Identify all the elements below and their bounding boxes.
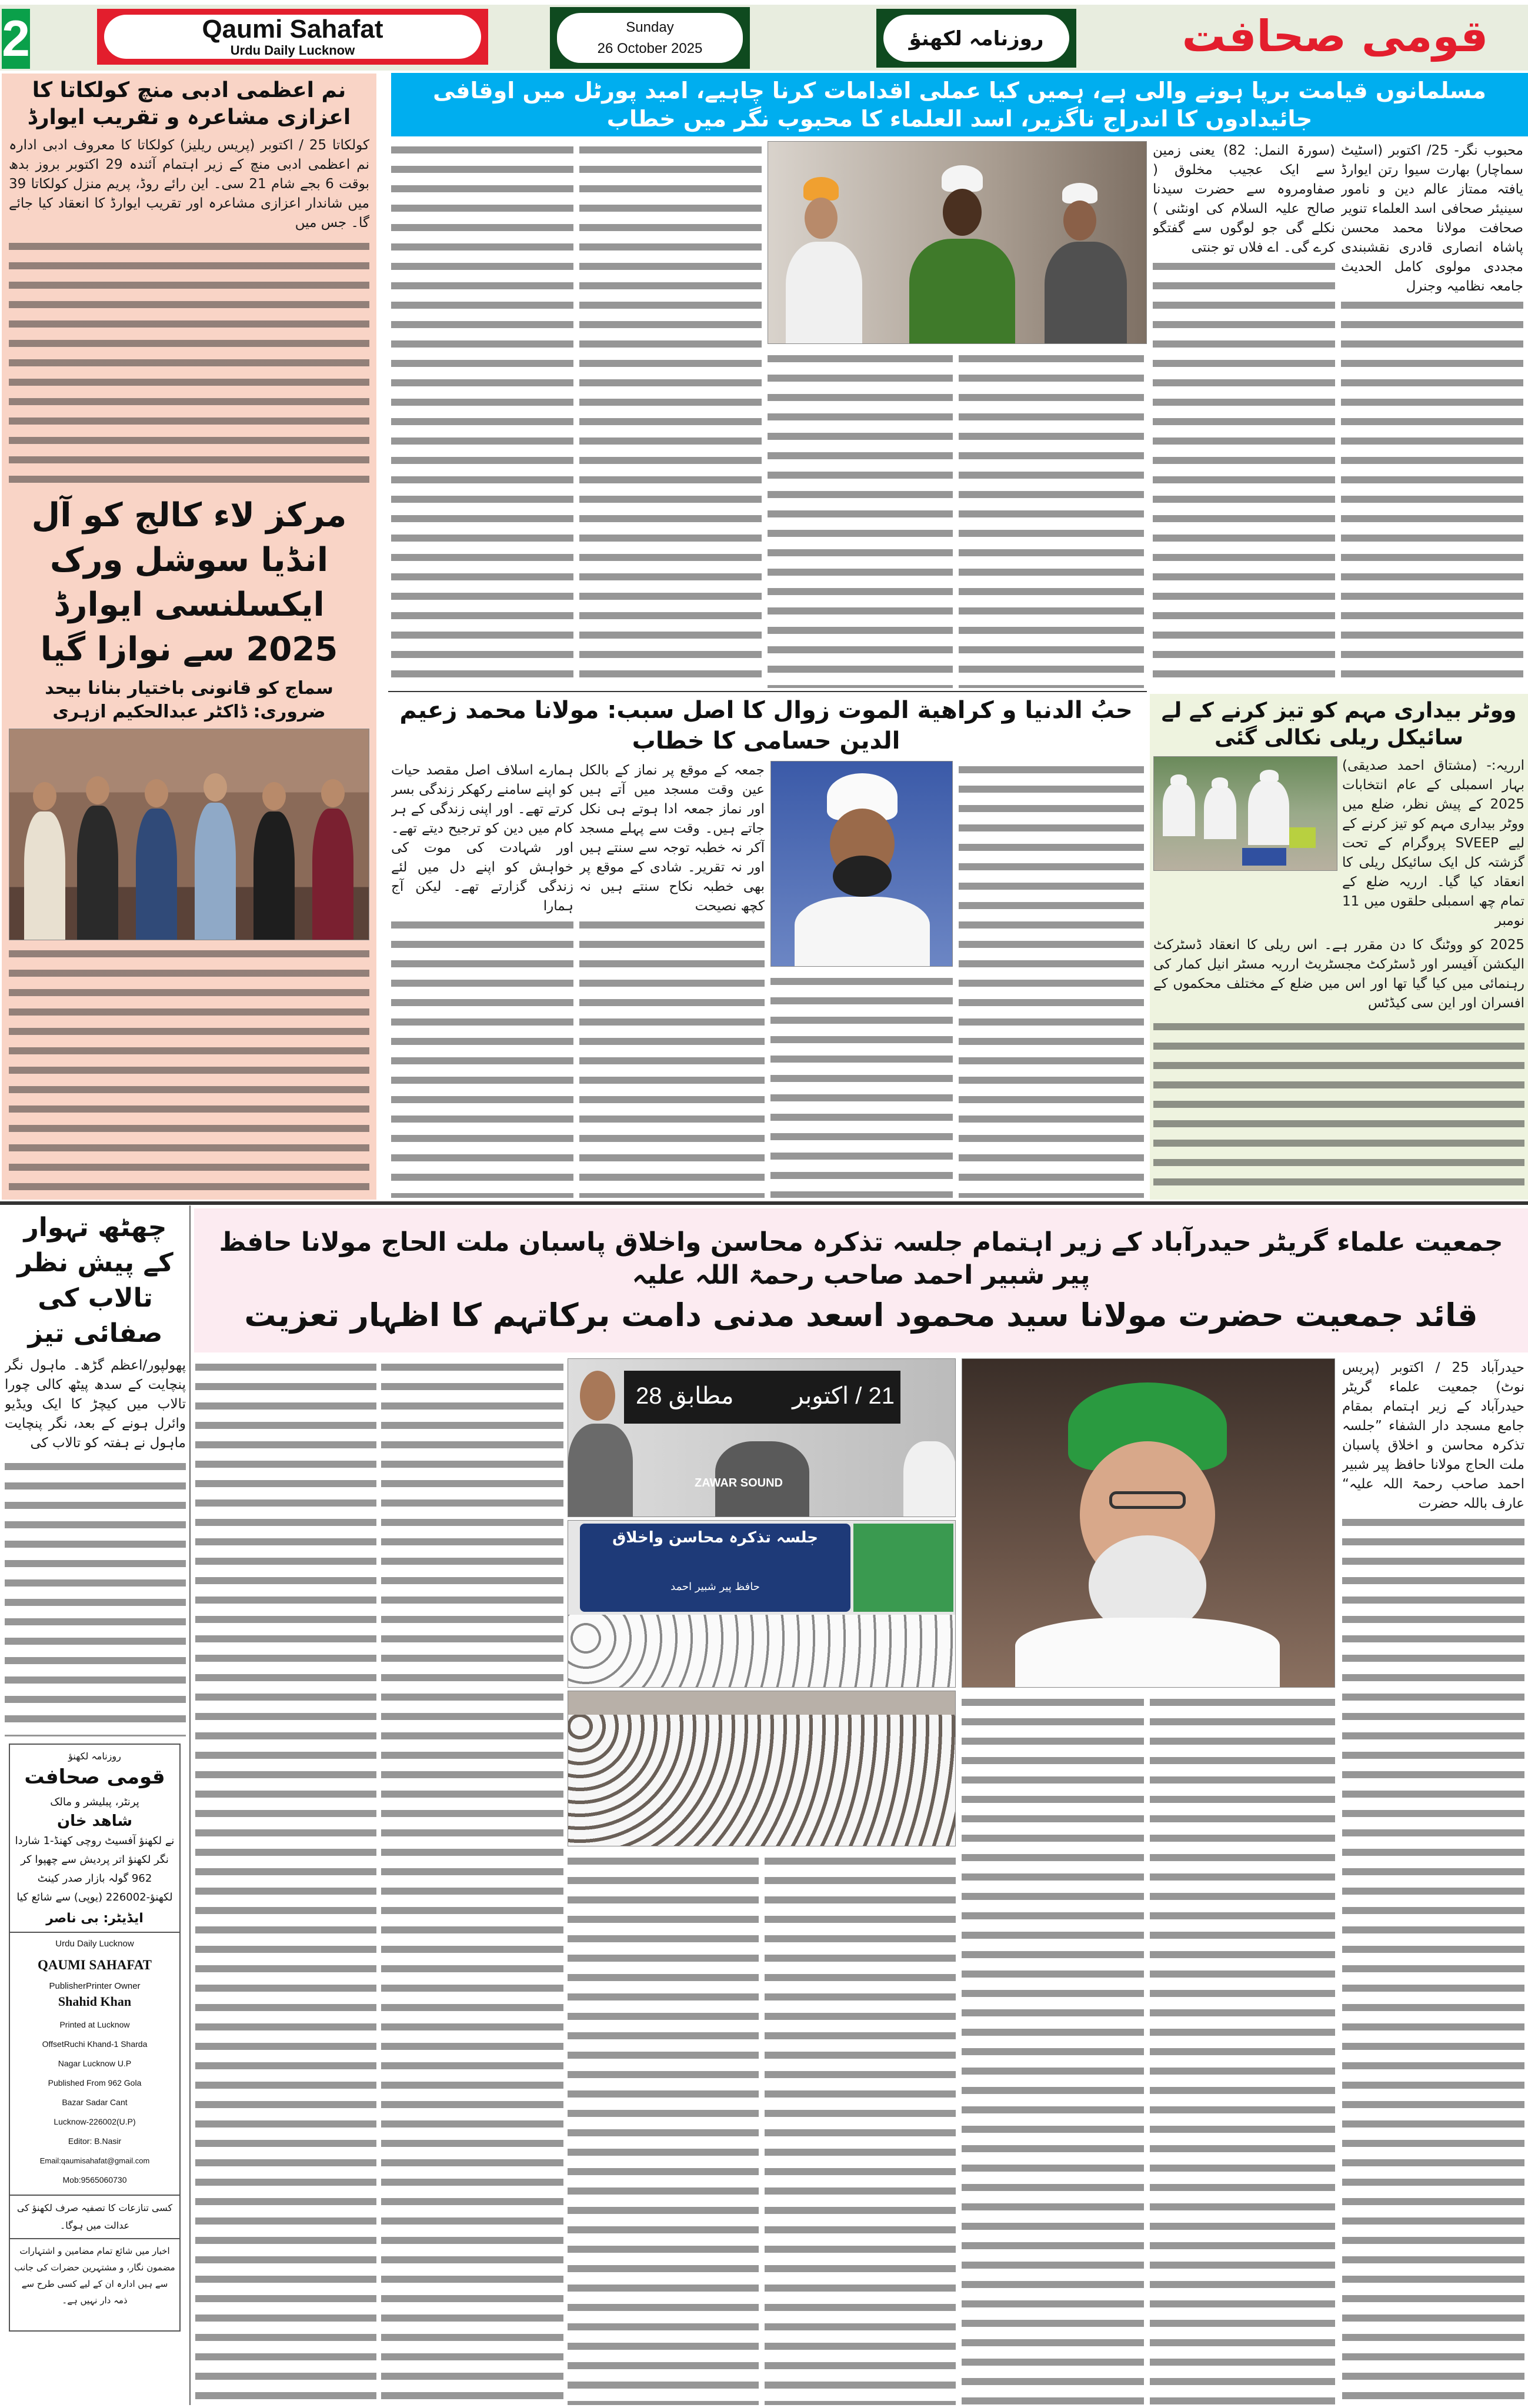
chhath-story <box>5 1210 186 1736</box>
issue-date: 26 October 2025 <box>597 40 703 56</box>
award-subheadline: سماج کو قانونی باختیار بنانا بیحد ضروری: ڈاکٹر عبدالحکیم ازہری <box>45 678 333 722</box>
lead-body-col-3 <box>959 350 1144 688</box>
jamiat-headline-band <box>194 1208 1528 1352</box>
hubb-body-col-4 <box>391 761 573 1198</box>
hubb-story <box>388 695 1144 1198</box>
lead-body-col-6 <box>391 141 573 688</box>
hubb-text-2: جمعہ کے موقع پر نماز کے بالکل عین وقت مسجد میں آتے ہیں اور نماز جمعہ ادا ہوتے ہی نکل جاتے ہیں۔ وقت سے پہلے مسجد آکر نہ خطبہ توجہ سے سنتے ہیں اور نہ تقریر۔ شادی کے موقع پر بھی خطبہ نکاح سنتے ہیں نہ کچھ نصیحت <box>579 763 765 914</box>
imprint-box <box>9 1744 181 2332</box>
jamiat-body-col-3 <box>962 1694 1144 2405</box>
photo-banner-text: 28 مطابق <box>636 1383 734 1409</box>
imprint-en-owner: Shahid Khan <box>58 1994 132 2009</box>
left-feature-panel <box>2 74 376 1200</box>
imprint-en-line: Bazar Sadar Cant <box>62 2098 128 2107</box>
chhath-headline: چھٹھ تہوار کے پیش نظر تالاب کی صفائی تیز <box>17 1213 174 1348</box>
imprint-urdu-owner: شاھد خان <box>56 1812 133 1830</box>
award-headline: مرکز لاء کالج کو آل انڈیا سوشل ورک ایکسلنسی ایوارڈ 2025 سے نوازا گیا <box>31 496 347 669</box>
english-title: Qaumi Sahafat <box>202 14 383 44</box>
maulana-portrait <box>770 761 953 967</box>
imprint-en-line: Lucknow-226002(U.P) <box>54 2117 136 2126</box>
banner-name: حافظ پیر شبیر احمد <box>670 1581 760 1593</box>
page-number: 2 <box>2 9 30 69</box>
voter-body-bottom <box>1153 1018 1524 1196</box>
imprint-en-role: PublisherPrinter Owner <box>49 1981 141 1991</box>
section-divider <box>0 1201 1528 1205</box>
award-body <box>9 945 369 1196</box>
chhath-body <box>5 1458 186 1736</box>
lead-body-col-4 <box>768 350 953 688</box>
lead-headline: مسلمانوں قیامت برپا ہونے والی ہے، ہمیں کیا عملی اقدامات کرنا چاہیے، امید پورٹل میں اوقافی جائیدادوں کا اندراج ناگزیر، اسد العلماء کا محبوب نگر میں خطاب <box>391 73 1528 136</box>
voter-panel <box>1150 694 1528 1200</box>
jamiat-body-col-5 <box>568 1852 759 2405</box>
lead-photo-scholars <box>768 141 1147 344</box>
chhath-text: پھولپور/اعظم گڑھ۔ ماہول نگر پنچایت کے سدھ پیٹھ کالی چورا تالاب میں کیچڑ کا ایک ویڈیو وائرل ہونے کے بعد، نگر پنچایت ماہول نے ہفتہ کو تالاب کی <box>5 1358 186 1451</box>
mic-label: ZAWAR SOUND <box>695 1477 783 1489</box>
imprint-urdu-title: قومی صحافت <box>24 1765 165 1789</box>
voter-text-top: ارریہ:- (مشتاق احمد صدیقی) بہار اسمبلی کے عام انتخابات 2025 کے پیش نظر، ضلع میں ووٹر بیداری مہم کو تیز کرنے کے لیے SVEEP پروگرام کے تحت گزشتہ کل ایک سائیکل ریلی کا انعقاد کیا گیا۔ ارریہ ضلع کے تمام چھ اسمبلی حلقوں میں 11 نومبر <box>1342 758 1524 929</box>
jamiat-body-col-4 <box>765 1852 956 2405</box>
jamiat-text: حیدرآباد 25 / اکتوبر (پریس نوٹ) جمعیت علماء گریٹر حیدرآباد کے زیر اہتمام بمقام جامع مسجد دار الشفاء ”جلسہ تذکرہ محاسن و اخلاق پاسبان ملت الحاج مولانا حافظ پیر شبیر احمد صاحب رحمۃ اللہ علیہ“ عارف باللہ حضرت <box>1342 1360 1524 1511</box>
imprint-urdu-editor: ایڈیٹر: بی ناصر <box>46 1911 144 1926</box>
english-title-box <box>97 9 488 65</box>
voter-text-bottom: 2025 کو ووٹنگ کا دن مقرر ہے۔ اس ریلی کا انعقاد ڈسٹرکٹ الیکشن آفیسر اور ڈسٹرکٹ مجسٹریٹ ارریہ مسٹر انیل کمار کی رہنمائی میں کیا گیا تھا اور اس میں ضلع کے مختلف محکموں کے افسران اور این سی کیڈٹس <box>1153 937 1524 1011</box>
jamiat-body-col-6 <box>381 1358 563 2405</box>
imprint-en-line: OffsetRuchi Khand-1 Sharda <box>42 2039 148 2049</box>
imprint-mobile: Mob:9565060730 <box>62 2175 127 2185</box>
jamiat-body-col-7 <box>195 1358 376 2405</box>
imprint-jurisdiction: کسی تنازعات کا تصفیہ صرف لکھنؤ کی عدالت میں ہوگا۔ <box>10 2196 179 2239</box>
imprint-en-line: Published From 962 Gola <box>48 2078 142 2088</box>
imprint-en-title: QAUMI SAHAFAT <box>37 1958 152 1972</box>
jamiat-headline-line-1: جمعیت علماء گریٹر حیدرآباد کے زیر اہتمام جلسہ تذکرہ محاسن واخلاق پاسبان ملت الحاج مولانا حافظ پیر شبیر احمد صاحب رحمۃ اللہ علیہ <box>219 1227 1503 1290</box>
imprint-email[interactable]: Email:qaumisahafat@gmail.com <box>39 2156 150 2165</box>
roznama-label: روزنامہ لکھنؤ <box>909 26 1044 51</box>
imprint-roznama: روزنامہ لکھنؤ <box>68 1751 121 1762</box>
imprint-en-label: Urdu Daily Lucknow <box>55 1939 134 1949</box>
nam-azmi-headline: نم اعظمی ادبی منچ کولکاتا کا اعزازی مشاعرہ و تقریب ایوارڈ <box>27 78 351 129</box>
speaker-photo <box>568 1358 956 1517</box>
imprint-en-line: Editor: B.Nasir <box>68 2136 122 2146</box>
hubb-body-col-2 <box>770 973 953 1198</box>
imprint-en-line: Nagar Lucknow U.P <box>58 2059 132 2068</box>
hubb-body-col-3 <box>579 761 765 1198</box>
imprint-disclaimer: اخبار میں شائع تمام مضامین و اشتہارات مضمون نگار، و مشتہرین حضرات کی جانب سے ہیں ادارہ ان کے لیے کسی طرح سے ذمہ دار نہیں ہے۔ <box>14 2246 175 2306</box>
date-box <box>550 7 750 69</box>
lead-body-col-5 <box>579 141 762 688</box>
gathering-photo <box>568 1691 956 1846</box>
lead-body-col-2 <box>1153 141 1335 688</box>
banner-title: جلسہ تذکرہ محاسن واخلاق <box>612 1529 818 1547</box>
jamiat-body-col-1 <box>1342 1358 1524 2405</box>
lead-text-1: محبوب نگر- 25/ اکتوبر (اسٹیٹ سماچار) بھارت سیوا رتن ایوارڈ یافتہ ممتاز عالم دین و نامور سینیئر صحافی اسد العلماء تنویر صحافت مولانا محمد محسن پاشاہ انصاری قادری نقشبندی مجددی مولوی کامل الحدیث جامعہ نظامیہ وجنرل <box>1341 143 1523 294</box>
hubb-columns <box>388 761 1144 1198</box>
nam-azmi-text: کولکاتا 25 / اکتوبر (پریس ریلیز) کولکاتا کا معروف ادبی ادارہ نم اعظمی ادبی منچ کے زیر اہتمام آئندہ 29 اکتوبر بروز بدھ بوقت 6 بجے شام 21 سی۔ این رائے روڈ، پریم منزل کولکاتا 39 میں شاندار اعزازی مشاعرہ اور تقریب ایوارڈ کا انعقاد کیا جائے گا۔ جس میں <box>9 138 369 231</box>
imprint-urdu-address: نے لکھنؤ آفسیٹ روچی کھنڈ-1 شاردا نگر لکھنؤ اتر پردیش سے چھپوا کر 962 گولہ بازار صدر کینٹ لکھنؤ-226002 (یوپی) سے شائع کیا <box>15 1835 175 1903</box>
cycle-rally-photo <box>1153 756 1337 871</box>
hubb-headline: حبُ الدنیا و کراھیة الموت زوال کا اصل سبب: مولانا محمد زعیم الدین حسامی کا خطاب <box>399 697 1133 754</box>
photo-banner-text: 21 / اکتوبر <box>792 1383 895 1409</box>
divider <box>388 691 1147 692</box>
jalsa-banner-photo <box>568 1520 956 1688</box>
late-hafiz-portrait <box>962 1358 1335 1688</box>
voter-headline: ووٹر بیداری مہم کو تیز کرنے کے لے سائیکل ریلی نکالی گئی <box>1161 699 1517 750</box>
hubb-body-col-1 <box>959 761 1144 1198</box>
urdu-logo: قومی صحافت <box>1182 11 1489 62</box>
hubb-text-1: ہمارے اسلاف اصل مقصد حیات کو اپنے سامنے رکھکر زندگی بسر کرتے تھے۔ اور اپنی زندگی کے ہر کام میں دین کو ترجیح دیتے تھے۔ اور شہادت کی موت کی خواہش کو اپنے دل میں لئے زندگی گزارتے تھے۔ لیکن آج ہمارا <box>391 763 573 914</box>
lead-text-2: (سورۃ النمل: 82) یعنی زمین سے ایک عجیب مخلوق ( صفاومروہ سے حضرت سیدنا صالح علیہ السلام کی اونٹنی ) نکلے گی جو لوگوں سے گفتگو کرے گی۔ اے فلاں تو جنتی <box>1153 143 1335 255</box>
nam-azmi-body <box>9 238 369 489</box>
jamiat-headline-line-2: قائد جمعیت حضرت مولانا سید محمود اسعد مدنی دامت برکاتہم کا اظہار تعزیت <box>244 1296 1478 1334</box>
voter-top-row <box>1153 756 1524 931</box>
imprint-en-line: Printed at Lucknow <box>59 2020 130 2029</box>
english-subtitle: Urdu Daily Lucknow <box>230 42 355 58</box>
jamiat-body-col-2 <box>1150 1694 1335 2405</box>
issue-day: Sunday <box>626 19 674 35</box>
award-ceremony-photo <box>9 729 369 940</box>
lead-body-col-1 <box>1341 141 1523 688</box>
roznama-box <box>876 9 1076 68</box>
imprint-urdu-role: پرنٹر، پبلیشر و مالک <box>50 1796 139 1808</box>
column-rule <box>189 1205 191 2405</box>
